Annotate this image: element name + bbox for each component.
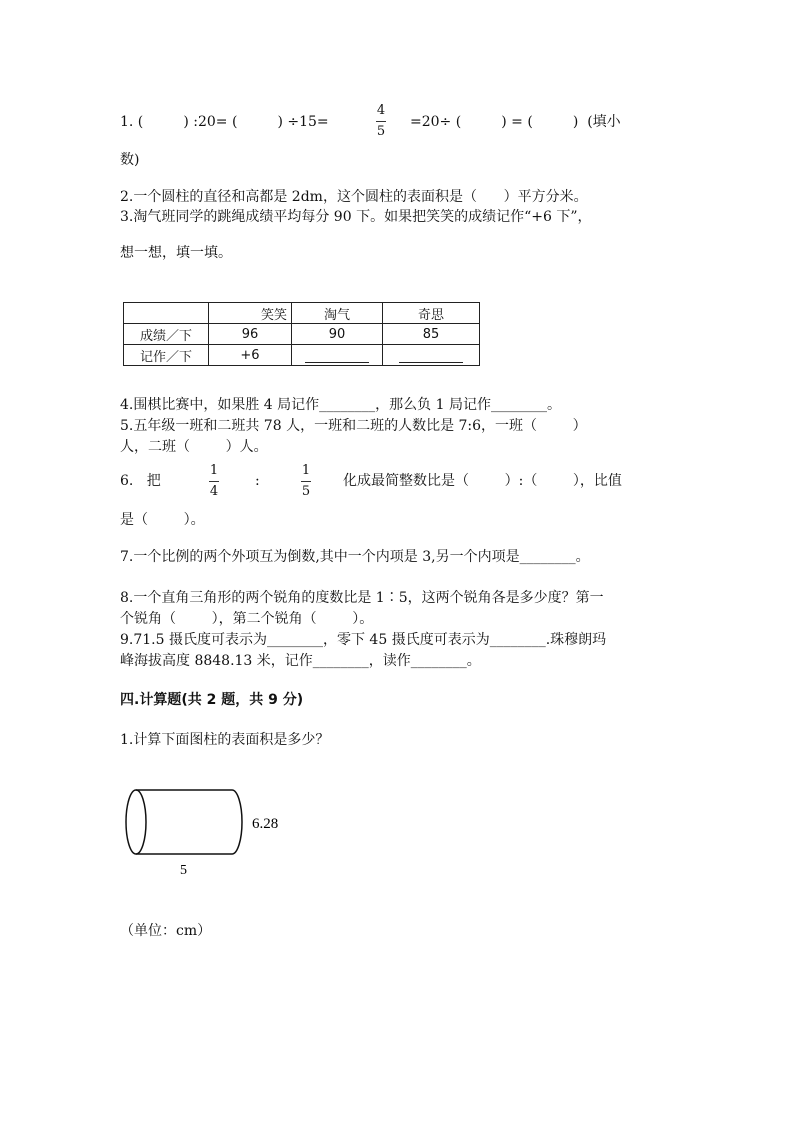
table-cell: 85 <box>383 324 480 345</box>
section4-title: 四.计算题(共 2 题，共 9 分) <box>120 692 304 708</box>
table-row-label: 记作／下 <box>124 345 209 366</box>
q6-frac2-num: 1 <box>301 463 311 478</box>
q1-line-a: 1. ( ) :20= ( ) ÷15= <box>120 114 329 130</box>
q1-line-b: =20÷ ( ) = ( ) (填小 <box>410 114 621 130</box>
section4-q1: 1.计算下面图柱的表面积是多少？ <box>120 732 330 748</box>
q8-line-b: 个锐角（ ），第二个锐角（ ）。 <box>120 611 374 627</box>
table-header-cell: 淘气 <box>292 303 383 324</box>
q6-fraction-2 <box>301 464 311 499</box>
table-row <box>124 324 480 345</box>
table-cell: 90 <box>292 324 383 345</box>
table-header-row <box>124 303 480 324</box>
q8-line-a: 8.一个直角三角形的两个锐角的度数比是 1∶5，这两个锐角各是多少度？第一 <box>120 590 604 606</box>
q1-frac-bar <box>376 121 386 122</box>
q6-frac1-bar <box>209 481 219 482</box>
q3-line-a: 3.淘气班同学的跳绳成绩平均每分 90 下。如果把笑笑的成绩记作“+6 下”， <box>120 209 592 225</box>
q6-frac2-bar <box>301 481 311 482</box>
cylinder-length-label: 5 <box>180 863 187 878</box>
q6-frac1-den: 4 <box>209 484 219 499</box>
q4-text: 4.围棋比赛中，如果胜 4 局记作________，那么负 1 局记作________。 <box>120 397 561 413</box>
table-blank-cell[interactable] <box>292 345 383 366</box>
section4-unit: （单位：cm） <box>120 923 212 939</box>
table-header-cell: 奇思 <box>383 303 480 324</box>
score-table <box>123 302 480 366</box>
q6-suffix: 化成最简整数比是（ ）:（ ），比值 <box>343 473 622 489</box>
q2-text: 2.一个圆柱的直径和高都是 2dm，这个圆柱的表面积是（ ）平方分米。 <box>120 189 588 205</box>
q1-frac-den: 5 <box>376 124 386 139</box>
q9-line-b: 峰海拔高度 8848.13 米，记作________，读作________。 <box>120 653 481 669</box>
q1-line-c: 数) <box>120 152 140 168</box>
q6-prefix: 6. 把 <box>120 473 161 489</box>
table-cell: +6 <box>209 345 292 366</box>
q6-fraction-1 <box>209 464 219 499</box>
cylinder-height-label: 6.28 <box>252 816 279 832</box>
q7-text: 7.一个比例的两个外项互为倒数,其中一个内项是 3,另一个内项是________。 <box>120 549 590 565</box>
table-row <box>124 345 480 366</box>
q1-frac-num: 4 <box>376 103 386 118</box>
cylinder-left-face <box>126 790 146 854</box>
table-row-label: 成绩／下 <box>124 324 209 345</box>
q5-line-a: 5.五年级一班和二班共 78 人，一班和二班的人数比是 7:6，一班（ ） <box>120 418 587 434</box>
table-cell: 96 <box>209 324 292 345</box>
table-blank-cell[interactable] <box>383 345 480 366</box>
q6-frac1-num: 1 <box>209 463 219 478</box>
q5-line-b: 人，二班（ ）人。 <box>120 439 268 455</box>
cylinder-right-face <box>232 790 242 854</box>
table-header-cell <box>124 303 209 324</box>
q6-line-b: 是（ ）。 <box>120 512 205 528</box>
q6-colon: : <box>255 473 260 489</box>
cylinder-figure <box>118 782 298 882</box>
answer-blank[interactable] <box>305 348 369 363</box>
answer-blank[interactable] <box>399 348 463 363</box>
table-header-cell: 笑笑 <box>209 303 292 324</box>
q9-line-a: 9.71.5 摄氏度可表示为________，零下 45 摄氏度可表示为________.珠穆朗玛 <box>120 632 607 648</box>
q1-fraction <box>376 104 386 139</box>
q3-line-b: 想一想，填一填。 <box>120 245 232 261</box>
q6-frac2-den: 5 <box>301 484 311 499</box>
